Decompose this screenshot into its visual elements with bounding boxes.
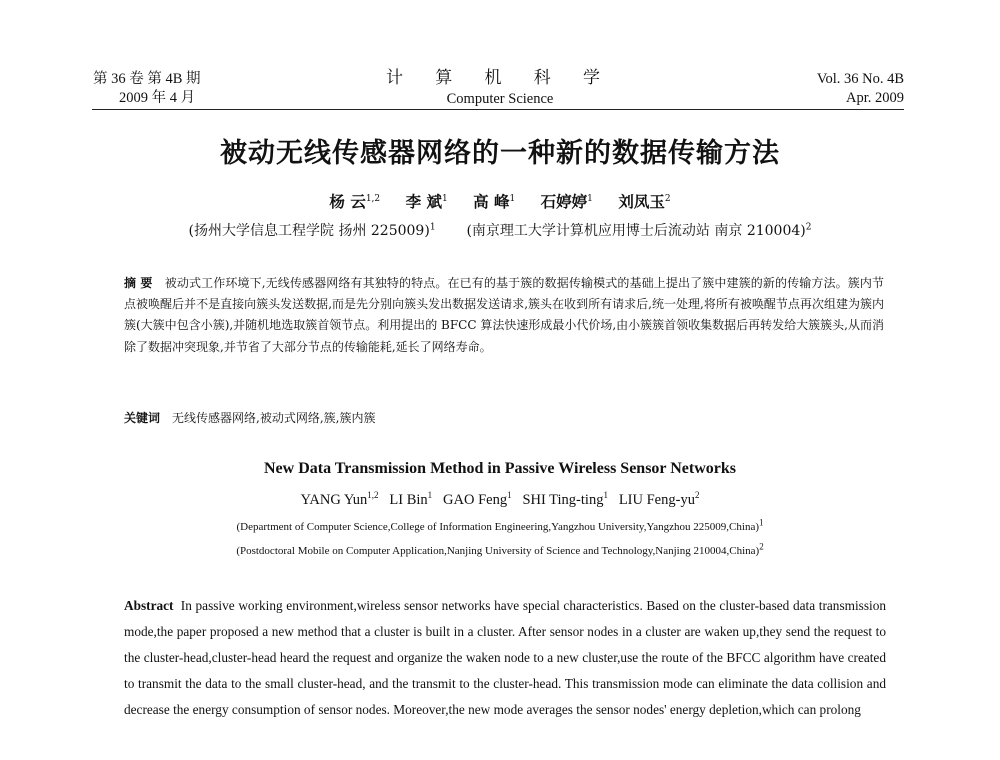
issue-date: 2009 年 4 月 <box>119 90 196 106</box>
author-cn: 石婷婷$^1$ <box>540 192 593 211</box>
abstract-cn-label: 摘 要 <box>124 276 153 290</box>
keywords-cn <box>124 408 884 429</box>
abstract-cn-text: 被动式工作环境下,无线传感器网络有其独特的特点。在已有的基于簇的数据传输模式的基础上提出了簇中建簇的新的传输方法。簇内节点被唤醒后并不是直接向簇头发送数据,而是先分别向簇头发出数据发送请求,簇头在收到所有请求后,统一处理,将所有被唤醒节点再次组建为簇内簇(大簇中包含小簇),并随机地选取簇首领节点。利用提出的 BFCC 算法快速形成最小代价场,由小簇簇首领收集数据后再转发给大簇簇头,从而消除了数据冲突现象,并节省了大部分节点的传输能耗,延长了网络寿命。 <box>124 276 884 354</box>
affiliation-cn-2: (南京理工大学计算机应用博士后流动站 南京 210004)$^2$ <box>466 222 812 239</box>
author-cn: 刘凤玉$^2$ <box>618 192 671 211</box>
author-en: SHI Ting-ting$^1$ <box>522 490 608 508</box>
keywords-cn-text: 无线传感器网络,被动式网络,簇,簇内簇 <box>172 411 376 425</box>
abstract-en-label: Abstract <box>124 598 174 613</box>
date-en: Apr. 2009 <box>846 90 904 106</box>
volume-issue: 第 36 卷 第 4B 期 <box>93 71 201 87</box>
affiliation-en-2: (Postdoctoral Mobile on Computer Application,Nanjing University of Science and Technology,Nanjing 210004,China)$^2$ <box>236 541 764 557</box>
affiliation-en-1: (Department of Computer Science,College of Information Engineering,Yangzhou University,Yangzhou 225009,China)$^1$ <box>236 517 764 533</box>
abstract-en-text: In passive working environment,wireless sensor networks have special characteristics. Based on the cluster-based data transmission mode,the paper proposed a new method that a cluster is built in a cluster. After sensor nodes in a cluster are waken up,they send the request to the cluster-head,cluster-head heard the request and organize the waken node to a new cluster,use the route of the BFCC algorithm have created to transmit the data to the small cluster-head, and the transmit to the cluster-head. This transmission mode can eliminate the data collision and decrease the energy consumption of sensor nodes. Moreover,the new mode averages the sensor nodes' energy depletion,which can prolong <box>124 598 886 717</box>
paper-title-cn: 被动无线传感器网络的一种新的数据传输方法 <box>220 138 780 169</box>
author-en: LIU Feng-$yu^2$ <box>618 490 700 508</box>
keywords-cn-label: 关键词 <box>124 411 161 425</box>
author-en: YANG Yun$^{1,2}$ <box>300 490 379 508</box>
author-cn: 杨 云$^{1,2}$ <box>329 192 381 211</box>
author-en: LI Bin$^1$ <box>389 490 433 508</box>
volume-number-en: Vol. 36 No. 4B <box>816 71 904 87</box>
abstract-cn <box>124 273 884 358</box>
journal-name-cn: 计 算 机 科 学 <box>386 68 614 87</box>
author-en: GAO Feng$^1$ <box>443 490 512 508</box>
author-cn: 李 斌$^1$ <box>405 192 448 211</box>
authors-cn <box>0 190 1000 212</box>
journal-name-en: Computer Science <box>446 91 554 107</box>
paper-title-en: New Data Transmission Method in Passive Wireless Sensor Networks <box>263 460 736 477</box>
author-cn: 高 峰$^1$ <box>473 192 516 211</box>
header-rule <box>92 109 904 110</box>
abstract-en <box>124 593 886 760</box>
affiliation-cn-1: (扬州大学信息工程学院 扬州 225009)$^1$ <box>188 222 436 239</box>
authors-en <box>0 492 1000 509</box>
affiliations-cn <box>0 220 1000 240</box>
